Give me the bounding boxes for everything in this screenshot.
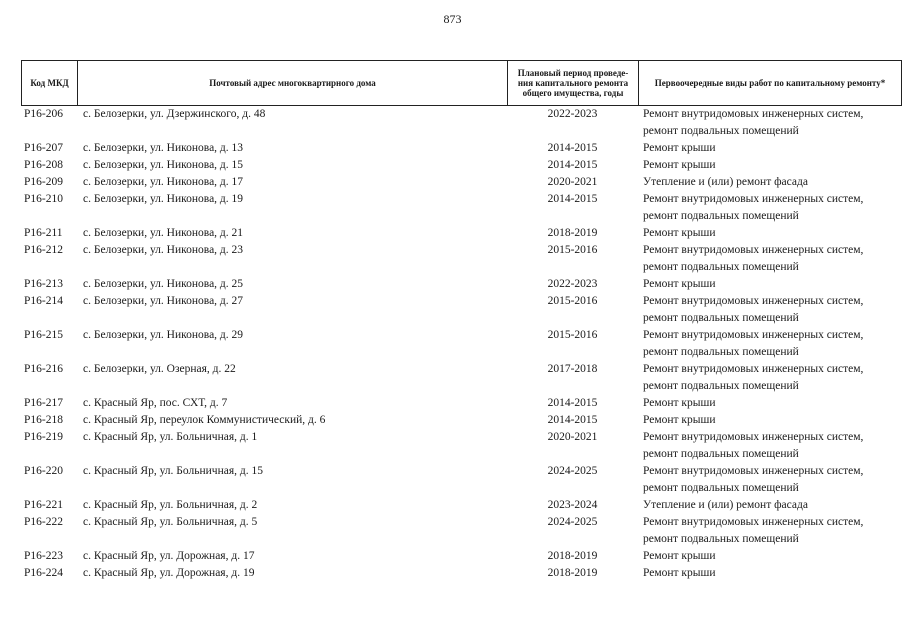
cell-code: Р16-212 (24, 244, 63, 256)
cell-address: с. Красный Яр, ул. Дорожная, д. 19 (83, 567, 255, 579)
work-line: Ремонт внутридомовых инженерных систем, (643, 363, 864, 375)
cell-works (638, 514, 901, 548)
table-row (21, 191, 901, 225)
cell-code: Р16-218 (24, 414, 63, 426)
work-line: ремонт подвальных помещений (643, 346, 799, 358)
table-row (21, 276, 901, 293)
work-line: ремонт подвальных помещений (643, 261, 799, 273)
cell-period: 2020-2021 (547, 176, 598, 188)
table-row (21, 327, 901, 361)
work-line: ремонт подвальных помещений (643, 125, 799, 137)
table-row (21, 395, 901, 412)
cell-code: Р16-207 (24, 142, 63, 154)
table-row (21, 497, 901, 514)
work-line: ремонт подвальных помещений (643, 380, 799, 392)
table-row (21, 514, 901, 548)
work-line: ремонт подвальных помещений (643, 210, 799, 222)
work-line: Ремонт внутридомовых инженерных систем, (643, 295, 864, 307)
cell-address: с. Белозерки, ул. Никонова, д. 25 (83, 278, 244, 290)
work-line: Ремонт крыши (643, 397, 716, 409)
table-row (21, 242, 901, 276)
cell-period: 2018-2019 (547, 567, 598, 579)
cell-code: Р16-222 (24, 516, 63, 528)
table-row (21, 429, 901, 463)
cell-address: с. Белозерки, ул. Дзержинского, д. 48 (83, 108, 266, 120)
work-line: Ремонт внутридомовых инженерных систем, (643, 431, 864, 443)
cell-code: Р16-224 (24, 567, 63, 579)
cell-address: с. Красный Яр, ул. Больничная, д. 2 (83, 499, 258, 511)
cell-address: с. Белозерки, ул. Никонова, д. 29 (83, 329, 244, 341)
cell-works (638, 463, 901, 497)
cell-code: Р16-210 (24, 193, 63, 205)
table-row (21, 106, 901, 140)
cell-code: Р16-214 (24, 295, 63, 307)
cell-address: с. Красный Яр, ул. Больничная, д. 5 (83, 516, 258, 528)
table-row (21, 174, 901, 191)
cell-works (638, 276, 901, 293)
cell-works (638, 106, 901, 140)
table-row (21, 548, 901, 565)
cell-code: Р16-221 (24, 499, 63, 511)
work-line: ремонт подвальных помещений (643, 312, 799, 324)
work-line: Ремонт внутридомовых инженерных систем, (643, 244, 864, 256)
cell-works (638, 157, 901, 174)
table-row (21, 565, 901, 582)
table-row (21, 140, 901, 157)
cell-period: 2020-2021 (547, 431, 598, 443)
cell-code: Р16-209 (24, 176, 63, 188)
cell-period: 2024-2025 (547, 516, 598, 528)
cell-period: 2023-2024 (547, 499, 598, 511)
cell-period: 2014-2015 (547, 414, 598, 426)
cell-period: 2024-2025 (547, 465, 598, 477)
work-line: Ремонт внутридомовых инженерных систем, (643, 516, 864, 528)
cell-code: Р16-220 (24, 465, 63, 477)
cell-works (638, 225, 901, 242)
cell-address: с. Красный Яр, пос. СХТ, д. 7 (83, 397, 228, 409)
cell-address: с. Красный Яр, ул. Больничная, д. 15 (83, 465, 263, 477)
cell-works (638, 293, 901, 327)
cell-works (638, 497, 901, 514)
work-line: ремонт подвальных помещений (643, 533, 799, 545)
cell-address: с. Белозерки, ул. Никонова, д. 17 (83, 176, 244, 188)
cell-address: с. Белозерки, ул. Никонова, д. 23 (83, 244, 244, 256)
cell-code: Р16-216 (24, 363, 63, 375)
cell-period: 2018-2019 (547, 227, 598, 239)
work-line: Ремонт крыши (643, 142, 716, 154)
cell-period: 2015-2016 (547, 329, 598, 341)
cell-address: с. Белозерки, ул. Никонова, д. 15 (83, 159, 244, 171)
cell-works (638, 361, 901, 395)
work-line: ремонт подвальных помещений (643, 482, 799, 494)
cell-code: Р16-223 (24, 550, 63, 562)
table-row (21, 157, 901, 174)
cell-address: с. Красный Яр, переулок Коммунистический, д. 6 (83, 414, 326, 426)
work-line: Утепление и (или) ремонт фасада (643, 176, 808, 188)
table-row (21, 361, 901, 395)
cell-code: Р16-206 (24, 108, 63, 120)
cell-period: 2022-2023 (547, 278, 598, 290)
table-row (21, 412, 901, 429)
cell-works (638, 191, 901, 225)
cell-period: 2017-2018 (547, 363, 598, 375)
work-line: Ремонт крыши (643, 227, 716, 239)
cell-period: 2014-2015 (547, 397, 598, 409)
cell-address: с. Красный Яр, ул. Больничная, д. 1 (83, 431, 258, 443)
cell-works (638, 548, 901, 565)
cell-code: Р16-217 (24, 397, 63, 409)
work-line: Ремонт внутридомовых инженерных систем, (643, 329, 864, 341)
cell-address: с. Белозерки, ул. Никонова, д. 27 (83, 295, 244, 307)
header-address: Почтовый адрес многоквартирного дома (78, 61, 508, 106)
cell-address: с. Белозерки, ул. Никонова, д. 13 (83, 142, 244, 154)
cell-period: 2014-2015 (547, 142, 598, 154)
cell-period: 2015-2016 (547, 295, 598, 307)
cell-works (638, 412, 901, 429)
cell-period: 2018-2019 (547, 550, 598, 562)
work-line: Ремонт внутридомовых инженерных систем, (643, 108, 864, 120)
cell-code: Р16-211 (24, 227, 63, 239)
cell-address: с. Белозерки, ул. Никонова, д. 19 (83, 193, 244, 205)
table-row (21, 225, 901, 242)
work-line: ремонт подвальных помещений (643, 448, 799, 460)
table-body (21, 106, 901, 582)
table-row (21, 463, 901, 497)
page-number: 873 (443, 12, 462, 26)
work-line: Ремонт крыши (643, 278, 716, 290)
work-line: Ремонт внутридомовых инженерных систем, (643, 465, 864, 477)
work-line: Ремонт внутридомовых инженерных систем, (643, 193, 864, 205)
cell-period: 2022-2023 (547, 108, 598, 120)
cell-period: 2014-2015 (547, 159, 598, 171)
work-line: Ремонт крыши (643, 159, 716, 171)
work-line: Ремонт крыши (643, 550, 716, 562)
cell-address: с. Красный Яр, ул. Дорожная, д. 17 (83, 550, 255, 562)
header-works: Первоочередные виды работ по капитальному ремонту* (639, 61, 902, 106)
header-period: Плановый период проведе-ния капитального ремонта общего имущества, годы (508, 61, 639, 106)
cell-period: 2015-2016 (547, 244, 598, 256)
cell-code: Р16-219 (24, 431, 63, 443)
cell-period: 2014-2015 (547, 193, 598, 205)
cell-address: с. Белозерки, ул. Озерная, д. 22 (83, 363, 236, 375)
header-code: Код МКД (22, 61, 78, 106)
work-line: Ремонт крыши (643, 567, 716, 579)
cell-works (638, 140, 901, 157)
cell-code: Р16-208 (24, 159, 63, 171)
table-header (21, 60, 902, 106)
cell-code: Р16-213 (24, 278, 63, 290)
cell-works (638, 565, 901, 582)
cell-address: с. Белозерки, ул. Никонова, д. 21 (83, 227, 244, 239)
cell-works (638, 242, 901, 276)
cell-works (638, 395, 901, 412)
cell-works (638, 327, 901, 361)
cell-works (638, 429, 901, 463)
work-line: Ремонт крыши (643, 414, 716, 426)
cell-works (638, 174, 901, 191)
work-line: Утепление и (или) ремонт фасада (643, 499, 808, 511)
cell-code: Р16-215 (24, 329, 63, 341)
table-row (21, 293, 901, 327)
